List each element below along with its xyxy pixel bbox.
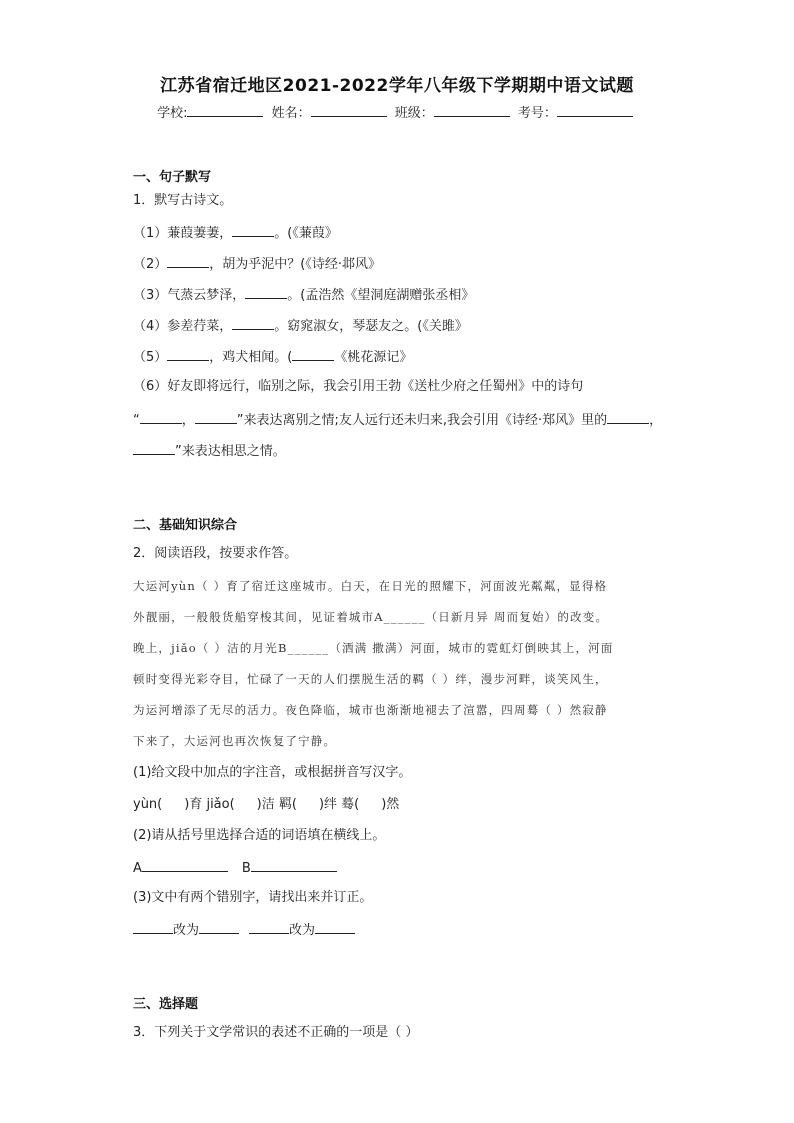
sub-question-1: (1)给文段中加点的字注音，或根据拼音写汉字。 (133, 765, 412, 780)
q6-blank-3[interactable] (607, 410, 649, 424)
passage-line-1: 大运河yùn（ ）育了宿迁这座城市。白天，在日光的照耀下，河面波光粼粼，显得格 (133, 579, 608, 593)
q6-comma: ， (181, 413, 195, 428)
student-info-row (0, 102, 794, 121)
q6-blank-1[interactable] (140, 410, 182, 424)
q1-item-1-text-b: 。(《蒹葭》 (274, 226, 338, 241)
q1-item-5-text-a: （5） (133, 350, 168, 365)
school-label: 学校: (157, 106, 188, 121)
fix-label-2: 改为 (289, 923, 316, 938)
pinyin-ji: )洁 羁( (256, 797, 297, 812)
correction-row (133, 920, 673, 940)
q1-item-4-blank[interactable] (232, 316, 274, 330)
section-heading-1: 一、句子默写 (133, 170, 212, 185)
q6-blank-4[interactable] (133, 441, 175, 455)
wrong-char-1-blank[interactable] (133, 920, 173, 934)
pinyin-mo: )绊 蓦( (318, 797, 360, 812)
fixed-char-2-blank[interactable] (315, 920, 355, 934)
question-3-stem: 3．下列关于文学常识的表述不正确的一项是（ ） (133, 1025, 419, 1040)
question-2-stem: 2．阅读语段，按要求作答。 (133, 546, 298, 561)
q1-item-6-line-1: （6）好友即将远行，临别之际，我会引用王勃《送杜少府之任蜀州》中的诗句 (133, 379, 584, 394)
number-label: 考号： (517, 106, 557, 121)
q1-item-4-text-a: （4）参差荇菜， (133, 319, 233, 334)
q1-item-6-line-2 (133, 410, 673, 430)
q6-end-text: ”来表达相思之情。 (175, 444, 286, 459)
q1-item-1-text-a: （1）蒹葭萋萋， (133, 226, 233, 241)
class-label: 班级： (394, 106, 434, 121)
fix-label-1: 改为 (173, 923, 200, 938)
q1-item-5-blank[interactable] (167, 347, 209, 361)
pinyin-ran: )然 (381, 797, 400, 812)
q6-comma-2: ， (649, 413, 663, 428)
q1-item-2-blank[interactable] (167, 254, 209, 268)
sub-question-3: (3)文中有两个错别字，请找出来并订正。 (133, 890, 373, 905)
answer-b-label: B (241, 861, 251, 876)
passage-line-2: 外靓丽，一般般货船穿梭其间，见证着城市A______（日新月异 周而复始）的改变。 (133, 610, 609, 624)
pinyin-yun: yùn( (133, 797, 163, 812)
pinyin-jiao: )育 jiǎo( (184, 797, 235, 812)
q6-open-quote: “ (133, 413, 140, 428)
answer-a-blank[interactable] (142, 858, 228, 872)
q1-item-5 (133, 347, 673, 367)
name-label: 姓名： (271, 106, 311, 121)
q1-item-3-text-b: 。(孟浩然《望洞庭湖赠张丞相》 (287, 288, 475, 303)
class-blank[interactable] (434, 104, 510, 117)
passage-line-5: 为运河增添了无尽的活力。夜色降临，城市也渐渐地褪去了渲嚣，四周蓦（ ）然寂静 (133, 703, 608, 717)
school-blank[interactable] (187, 104, 263, 117)
fixed-char-1-blank[interactable] (199, 920, 239, 934)
pinyin-answer-row (133, 796, 673, 814)
section-heading-3: 三、选择题 (133, 997, 199, 1012)
q1-item-2 (133, 254, 673, 274)
passage-line-6: 下来了，大运河也再次恢复了宁静。 (133, 734, 337, 748)
q1-item-6-line-3 (133, 441, 673, 461)
section-heading-2: 二、基础知识综合 (133, 518, 238, 533)
sub-question-2: (2)请从括号里选择合适的词语填在横线上。 (133, 828, 386, 843)
q6-middle-text: ”来表达离别之情;友人远行还未归来,我会引用《诗经·郑风》里的 (236, 413, 608, 428)
ab-answer-row (133, 858, 673, 878)
q1-item-3-blank[interactable] (245, 285, 287, 299)
q1-item-3 (133, 285, 673, 305)
passage-line-4: 顿时变得光彩夺目，忙碌了一天的人们摆脱生活的羁（ ）绊，漫步河畔，谈笑风生， (133, 672, 608, 686)
q1-item-3-text-a: （3）气蒸云梦泽， (133, 288, 246, 303)
q6-blank-2[interactable] (195, 410, 237, 424)
passage-line-3: 晚上，jiǎo（ ）洁的月光B______（洒满 撒满）河面，城市的霓虹灯倒映其上，河面 (133, 641, 614, 655)
wrong-char-2-blank[interactable] (249, 920, 289, 934)
q1-item-5-text-b: ，鸡犬相闻。( (209, 350, 293, 365)
number-blank[interactable] (557, 104, 633, 117)
q1-item-5-text-c: 《桃花源记》 (334, 350, 413, 365)
name-blank[interactable] (311, 104, 387, 117)
q1-item-1 (133, 223, 673, 243)
q1-item-2-text-b: ，胡为乎泥中？(《诗经·邶风》 (209, 257, 381, 272)
answer-b-blank[interactable] (251, 858, 337, 872)
q1-item-1-blank[interactable] (232, 223, 274, 237)
q1-item-4-text-b: 。窈窕淑女，琴瑟友之。(《关雎》 (274, 319, 468, 334)
page-title: 江苏省宿迁地区2021-2022学年八年级下学期期中语文试题 (160, 76, 634, 96)
q1-item-2-text-a: （2） (133, 257, 168, 272)
q1-item-4 (133, 316, 673, 336)
question-1-stem: 1．默写古诗文。 (133, 193, 233, 208)
answer-a-label: A (133, 861, 142, 876)
q1-item-5-blank-2[interactable] (292, 347, 334, 361)
